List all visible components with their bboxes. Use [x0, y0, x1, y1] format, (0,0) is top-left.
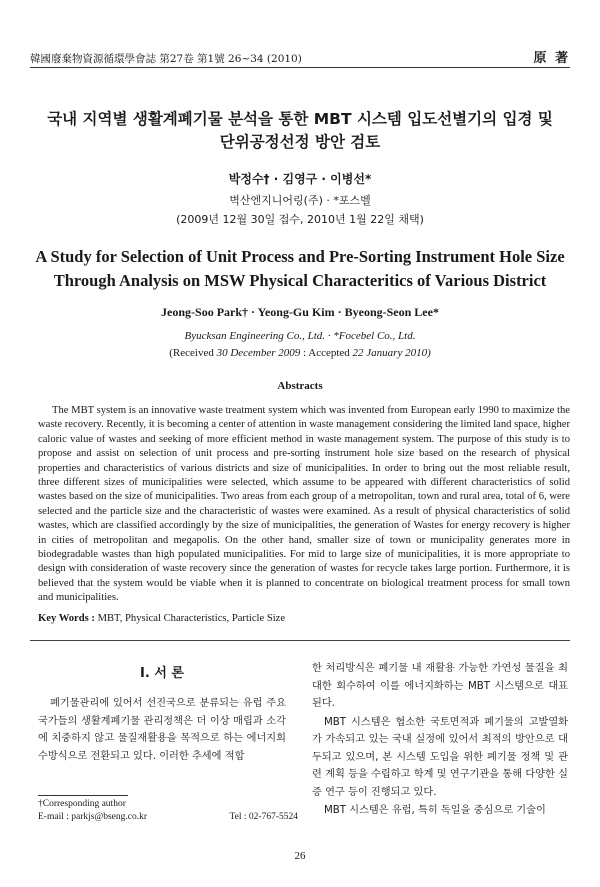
header-divider	[30, 67, 570, 68]
keywords-label: Key Words :	[38, 613, 95, 624]
intro-paragraph-1-continued: 한 처리방식은 폐기물 내 재활용 가능한 가연성 물질을 최대한 회수하여 이를 에너지화하는 MBT 시스템으로 대표된다.	[312, 663, 568, 709]
korean-title-line-1: 국내 지역별 생활계폐기물 분석을 통한 MBT 시스템 입도선별기의 입경 및	[47, 110, 553, 128]
intro-paragraph-1: 폐기물관리에 있어서 선진국으로 분류되는 유럽 주요 국가들의 생활계폐기물 관리정책은 더 이상 매립과 소각에 치중하지 않고 물질재활용을 목적으로 하는 에너지회수방식으로 전환되고 있다. 이러한 추세에 적합	[38, 698, 286, 762]
received-label: (Received	[169, 347, 214, 359]
page-number: 26	[294, 850, 306, 862]
author-email: E-mail : parkjs@bseng.co.kr	[38, 812, 147, 822]
keywords-text: MBT, Physical Characteristics, Particle Size	[97, 613, 286, 624]
korean-authors: 박정수† · 김영구 · 이병선*	[228, 172, 372, 186]
korean-dates: (2009년 12월 30일 접수, 2010년 1월 22일 채택)	[176, 213, 424, 226]
english-authors: Jeong-Soo Park† · Yeong-Gu Kim · Byeong-Seon Lee*	[161, 305, 439, 319]
footnote	[38, 798, 298, 824]
keywords-divider	[30, 640, 570, 641]
footnote-divider	[38, 795, 128, 796]
english-title-line-2: Through Analysis on MSW Physical Characteritics of Various District	[53, 271, 547, 290]
korean-title-line-2: 단위공정선정 방안 검토	[219, 133, 381, 151]
accepted-date: 22 January 2010)	[352, 347, 431, 359]
intro-paragraph-3: MBT 시스템은 유럽, 특히 독일을 중심으로 기술이	[324, 805, 546, 816]
abstract-text: The MBT system is an innovative waste treatment system which was invented from European early 1990 to maximize the waste recovery. Recently, it is becoming a center of attention in waste management considering the limited land space, higher caloric value of wastes and seeking of more efficient method in waste management system. The purpose of this study is to propose and assist on selection of unit process and pre-sorting instrument hole size based on the research of physical properties and characteristics of various districts and size of municipalities. In order to bring out the most reliable result, three different sizes of municipalities were selected, which assume to be appeared with different characteristics of solid wastes based on the size of municipalities. Two areas from each group of a metropolitan, town and rural area, total of 6, were selected and the particle size and the characteristic of wastes were examined. As a result of physical characteristics of solid wastes, which are classified accordingly by the size of municipalities, the generation of Wastes for energy recovery is higher in cities of metropolitan and megapolis. On the other hand, smaller size of town or municipality generates more in biodegradable wastes than high populated municipalities. For mid to large size of municipalities, it is more appropriate to design with consideration of waste recovery since the generation of wastes for recycle takes large portion. Furthermore, it is believed that the system would be viable when it is planned to concentrate on biological treatment process for small town and municipalities.	[38, 405, 570, 604]
accepted-label: : Accepted	[303, 347, 350, 359]
article-type-label: 原 著	[533, 51, 570, 66]
received-date: 30 December 2009	[216, 347, 301, 359]
abstract-heading: Abstracts	[277, 380, 323, 392]
left-column	[38, 662, 286, 765]
author-phone: Tel : 02-767-5524	[229, 812, 298, 822]
corresponding-author-label: †Corresponding author	[38, 799, 126, 809]
english-title-line-1: A Study for Selection of Unit Process and Pre-Sorting Instrument Hole Size	[35, 247, 565, 266]
english-title	[20, 245, 580, 293]
intro-paragraph-2: MBT 시스템은 협소한 국토면적과 폐기물의 고발열화가 가속되고 있는 국내 실정에 있어서 최적의 방안으로 대두되고 있으며, 본 시스템 도입을 위한 폐기물 정책 및 관련 계획 등을 수립하고 학계 및 연구기관을 통해 다양한 실증 연구 등이 진행되고 있다.	[312, 716, 568, 798]
running-header	[30, 44, 570, 66]
section-heading-introduction: I. 서 론	[140, 666, 184, 681]
right-column	[312, 660, 568, 821]
contact-row	[38, 811, 298, 824]
english-dates	[0, 347, 600, 359]
journal-citation: 韓國廢棄物資源循環學會誌 第27卷 第1號 26~34 (2010)	[30, 53, 302, 65]
english-affiliation: Byucksan Engineering Co., Ltd. · *Focebel Co., Ltd.	[184, 330, 416, 342]
korean-title	[30, 108, 570, 154]
keywords	[38, 613, 570, 624]
korean-affiliation: 벽산엔지니어링(주) · *포스벨	[229, 194, 371, 207]
